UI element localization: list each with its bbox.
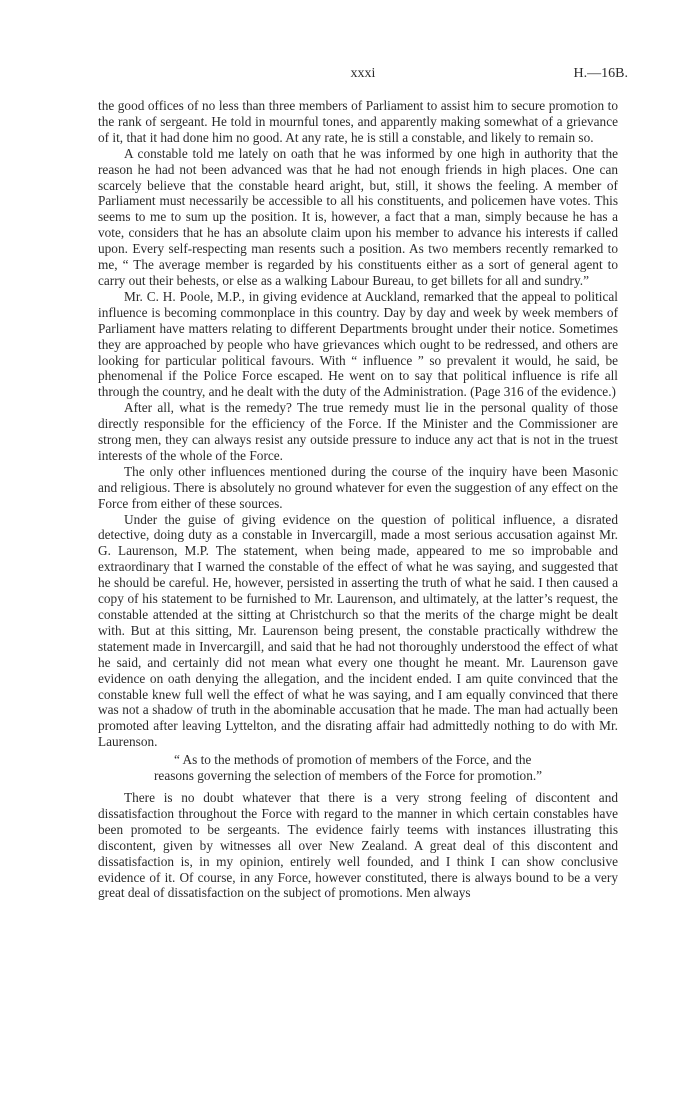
page-header bbox=[98, 66, 628, 84]
body-text bbox=[98, 98, 618, 901]
section-heading-quote bbox=[98, 752, 618, 784]
paragraph-accusation: Under the guise of giving evidence on the question of political influence, a disrated detective, doing duty as a constable in Invercargill, made a most serious accusation against Mr. G. Laurenson, M.P. The statement, when being made, appeared to me so improbable and extraordinary that I warned the constable of the effect of what he was saying, and suggested that he should be careful. He, however, persisted in asserting the truth of what he said. I then caused a copy of his statement to be furnished to Mr. Laurenson, and ultimately, at the latter’s request, the constable attended at the sitting at Christchurch so that the merits of the charge might be dealt with. But at this sitting, Mr. Laurenson being present, the constable practically withdrew the statement made in Invercargill, and said that he had not thoroughly understood the effect of what he said, and certainly did not mean what every one thought he meant. Mr. Laurenson gave evidence on oath denying the allegation, and the incident ended. I am quite convinced that the constable knew full well the effect of what he was saying, and I am equally convinced that there was not a shadow of truth in the abominable accusation that he made. The man had actually been promoted after leaving Lyttelton, and the disrating affair had admittedly nothing to do with Mr. Laurenson. bbox=[98, 511, 618, 750]
page-number: xxxi bbox=[350, 66, 376, 81]
paragraph-remedy: After all, what is the remedy? The true remedy must lie in the personal quality of those directly responsible for the efficiency of the Force. If the Minister and the Commissioner are strong men, they can always resist any outside pressure to induce any act that is not in the truest interests of the whole of the Force. bbox=[98, 400, 618, 463]
paragraph-constable-oath: A constable told me lately on oath that he was informed by one high in authority that the reason he had not been advanced was that he had not enough friends in high places. One can scarcely believe that the constable heard aright, but, still, it shows the feeling. A member of Parliament must necessarily be accessible to all his constituents, and policemen have votes. This seems to me to sum up the position. It is, however, a fact that a man, simply because he has a vote, considers that he has an absolute claim upon his member to advance his interests if called upon. Every self-respecting man resents such a position. As two members recently remarked to me, “ The average member is regarded by his constituents either as a sort of general agent to carry out their behests, or else as a walking Labour Bureau, to get billets for all and sundry.” bbox=[98, 145, 618, 288]
paragraph-continued: the good offices of no less than three members of Parliament to assist him to secure promotion to the rank of sergeant. He told in mournful tones, and apparently making somewhat of a grievance of it, that it had done him no good. At any rate, he is still a constable, and likely to remain so. bbox=[98, 98, 618, 145]
paragraph-poole-evidence: Mr. C. H. Poole, M.P., in giving evidence at Auckland, remarked that the appeal to political influence is becoming commonplace in this country. Day by day and week by week members of Parliament have matters relating to different Departments brought under their notice. Sometimes they are approached by people who have grievances which ought to be redressed, and others are looking for particular political favours. With “ influence ” so prevalent it would, he said, be phenomenal if the Police Force escaped. He went on to say that political influence is rife all through the country, and he dealt with the duty of the Administration. (Page 316 of the evidence.) bbox=[98, 288, 618, 400]
paragraph-discontent: There is no doubt whatever that there is a very strong feeling of discontent and dissatisfaction throughout the Force with regard to the manner in which certain constables have been promoted to be sergeants. The evidence fairly teems with instances illustrating this discontent, given by witnesses all over New Zealand. A great deal of this discontent and dissatisfaction is, in my opinion, entirely well founded, and I think I can show conclusive evidence of it. Of course, in any Force, however constituted, there is always bound to be a very great deal of dissatisfaction on the subject of promotions. Men always bbox=[98, 789, 618, 901]
quote-line-1: “ As to the methods of promotion of members of the Force, and the bbox=[174, 752, 532, 768]
quote-line-2: reasons governing the selection of members of the Force for promotion.” bbox=[154, 768, 543, 784]
paragraph-other-influences: The only other influences mentioned during the course of the inquiry have been Masonic and religious. There is absolutely no ground whatever for even the suggestion of any effect on the Force from either of these sources. bbox=[98, 463, 618, 511]
document-reference: H.—16B. bbox=[573, 66, 628, 81]
